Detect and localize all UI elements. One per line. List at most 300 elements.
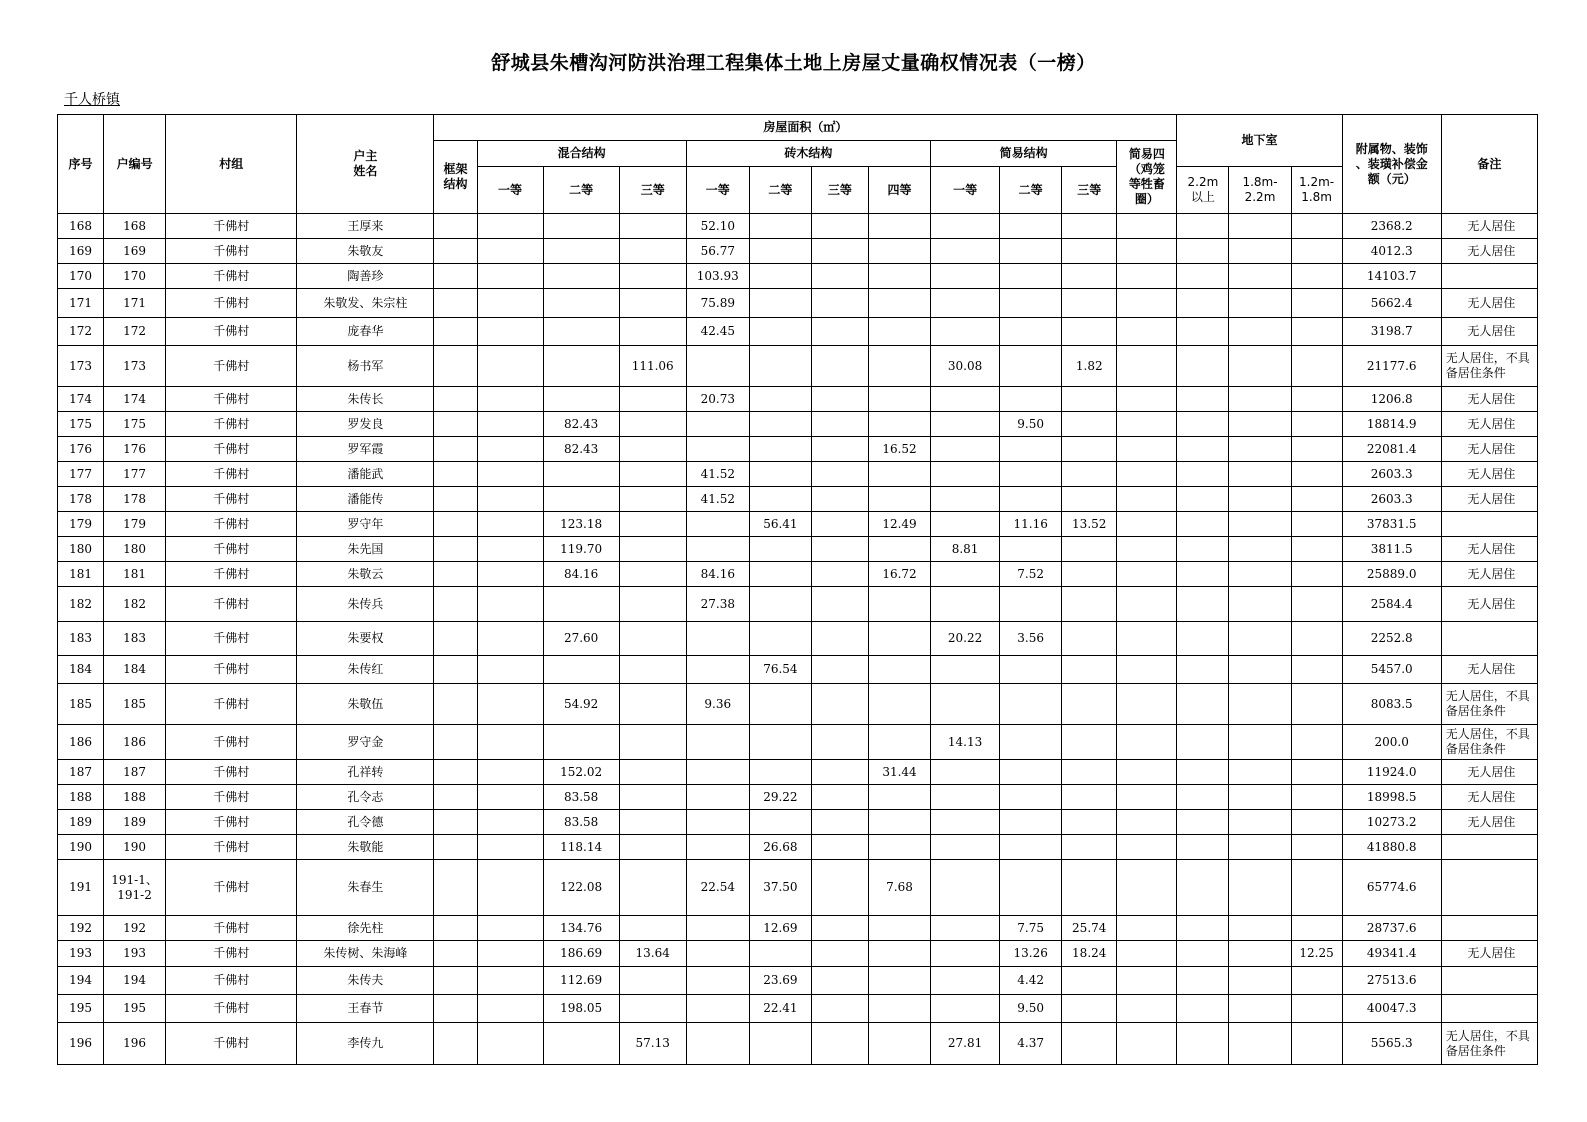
table-row	[58, 760, 1538, 785]
cell-frame	[434, 387, 477, 412]
cell-s2	[1000, 487, 1062, 512]
cell-u1	[1177, 318, 1229, 346]
header-brick-wood: 砖木结构	[686, 141, 930, 167]
cell-no: 191-1、 191-2	[104, 860, 166, 916]
cell-u2	[1229, 264, 1291, 289]
cell-owner: 朱敬友	[297, 239, 434, 264]
cell-remark	[1441, 512, 1537, 537]
cell-frame	[434, 967, 477, 995]
cell-m2: 83.58	[543, 810, 619, 835]
cell-s1	[931, 835, 1000, 860]
cell-b1: 42.45	[686, 318, 749, 346]
cell-u1	[1177, 860, 1229, 916]
cell-comp: 27513.6	[1342, 967, 1441, 995]
cell-m2: 134.76	[543, 916, 619, 941]
cell-s4	[1117, 412, 1177, 437]
cell-village: 千佛村	[166, 318, 297, 346]
cell-u2	[1229, 785, 1291, 810]
cell-b1	[686, 412, 749, 437]
cell-s1: 14.13	[931, 725, 1000, 760]
cell-b2	[749, 810, 811, 835]
cell-b4: 16.52	[868, 437, 930, 462]
cell-s4	[1117, 785, 1177, 810]
cell-u2	[1229, 1023, 1291, 1065]
cell-seq: 187	[58, 760, 104, 785]
cell-m1	[477, 587, 543, 622]
cell-b3	[811, 346, 868, 387]
cell-u1	[1177, 462, 1229, 487]
cell-b1: 75.89	[686, 289, 749, 318]
cell-owner: 朱敬能	[297, 835, 434, 860]
cell-m1	[477, 412, 543, 437]
cell-village: 千佛村	[166, 412, 297, 437]
cell-s3	[1062, 684, 1117, 725]
cell-s3	[1062, 239, 1117, 264]
cell-comp: 18814.9	[1342, 412, 1441, 437]
table-header	[58, 115, 1538, 214]
cell-u2	[1229, 462, 1291, 487]
cell-s3	[1062, 995, 1117, 1023]
cell-b3	[811, 622, 868, 656]
cell-u1	[1177, 835, 1229, 860]
cell-b4: 16.72	[868, 562, 930, 587]
cell-m3	[619, 656, 686, 684]
cell-s3	[1062, 437, 1117, 462]
cell-seq: 189	[58, 810, 104, 835]
cell-seq: 196	[58, 1023, 104, 1065]
cell-b1	[686, 995, 749, 1023]
cell-m1	[477, 512, 543, 537]
cell-owner: 朱敬伍	[297, 684, 434, 725]
table-row	[58, 318, 1538, 346]
cell-s3	[1062, 860, 1117, 916]
table-row	[58, 995, 1538, 1023]
table-row	[58, 462, 1538, 487]
cell-comp: 8083.5	[1342, 684, 1441, 725]
cell-owner: 朱传兵	[297, 587, 434, 622]
cell-owner: 朱传树、朱海峰	[297, 941, 434, 967]
table-row	[58, 487, 1538, 512]
cell-u1	[1177, 537, 1229, 562]
header-mixed-grade3: 三等	[619, 167, 686, 214]
cell-b3	[811, 487, 868, 512]
cell-u2	[1229, 995, 1291, 1023]
cell-village: 千佛村	[166, 387, 297, 412]
cell-no: 188	[104, 785, 166, 810]
cell-u3	[1291, 860, 1342, 916]
cell-s3: 18.24	[1062, 941, 1117, 967]
cell-no: 193	[104, 941, 166, 967]
cell-s2	[1000, 264, 1062, 289]
cell-comp: 200.0	[1342, 725, 1441, 760]
cell-m1	[477, 725, 543, 760]
cell-u1	[1177, 387, 1229, 412]
cell-s3	[1062, 562, 1117, 587]
cell-s3: 1.82	[1062, 346, 1117, 387]
table-row	[58, 587, 1538, 622]
cell-s2	[1000, 835, 1062, 860]
table-row	[58, 684, 1538, 725]
cell-m1	[477, 941, 543, 967]
cell-m3	[619, 622, 686, 656]
cell-b1	[686, 1023, 749, 1065]
cell-b4	[868, 318, 930, 346]
cell-s3	[1062, 289, 1117, 318]
cell-comp: 2584.4	[1342, 587, 1441, 622]
cell-b1: 84.16	[686, 562, 749, 587]
cell-u3	[1291, 487, 1342, 512]
cell-u3	[1291, 916, 1342, 941]
cell-s4	[1117, 622, 1177, 656]
cell-u3	[1291, 810, 1342, 835]
cell-remark: 无人居住，不具备居住条件	[1441, 684, 1537, 725]
cell-s1	[931, 289, 1000, 318]
cell-owner: 庞春华	[297, 318, 434, 346]
cell-s1	[931, 941, 1000, 967]
cell-m1	[477, 537, 543, 562]
cell-village: 千佛村	[166, 656, 297, 684]
cell-b3	[811, 264, 868, 289]
cell-village: 千佛村	[166, 537, 297, 562]
cell-s4	[1117, 537, 1177, 562]
cell-m3: 111.06	[619, 346, 686, 387]
cell-u2	[1229, 346, 1291, 387]
cell-b3	[811, 785, 868, 810]
cell-b1: 56.77	[686, 239, 749, 264]
cell-seq: 168	[58, 214, 104, 239]
cell-s2	[1000, 860, 1062, 916]
cell-village: 千佛村	[166, 214, 297, 239]
cell-u2	[1229, 412, 1291, 437]
cell-s3: 13.52	[1062, 512, 1117, 537]
cell-m3	[619, 835, 686, 860]
cell-b3	[811, 995, 868, 1023]
cell-remark: 无人居住，不具备居住条件	[1441, 1023, 1537, 1065]
cell-u3	[1291, 967, 1342, 995]
table-row	[58, 562, 1538, 587]
cell-b4	[868, 622, 930, 656]
cell-m1	[477, 437, 543, 462]
cell-b3	[811, 239, 868, 264]
cell-m2: 152.02	[543, 760, 619, 785]
cell-s2	[1000, 387, 1062, 412]
cell-frame	[434, 239, 477, 264]
cell-remark: 无人居住	[1441, 656, 1537, 684]
cell-m2: 83.58	[543, 785, 619, 810]
cell-m1	[477, 760, 543, 785]
cell-m3	[619, 860, 686, 916]
cell-b3	[811, 684, 868, 725]
cell-u3	[1291, 760, 1342, 785]
cell-no: 187	[104, 760, 166, 785]
cell-no: 183	[104, 622, 166, 656]
cell-m2	[543, 289, 619, 318]
cell-village: 千佛村	[166, 264, 297, 289]
cell-b1	[686, 656, 749, 684]
cell-s3	[1062, 587, 1117, 622]
cell-remark: 无人居住	[1441, 487, 1537, 512]
cell-owner: 潘能武	[297, 462, 434, 487]
cell-s1	[931, 967, 1000, 995]
cell-m2	[543, 725, 619, 760]
cell-s1	[931, 264, 1000, 289]
cell-u2	[1229, 289, 1291, 318]
cell-comp: 49341.4	[1342, 941, 1441, 967]
cell-comp: 37831.5	[1342, 512, 1441, 537]
cell-s1	[931, 684, 1000, 725]
cell-b1: 22.54	[686, 860, 749, 916]
cell-comp: 25889.0	[1342, 562, 1441, 587]
cell-frame	[434, 835, 477, 860]
cell-s4	[1117, 860, 1177, 916]
cell-b3	[811, 725, 868, 760]
cell-remark: 无人居住	[1441, 760, 1537, 785]
cell-b4	[868, 264, 930, 289]
cell-frame	[434, 264, 477, 289]
cell-b1	[686, 437, 749, 462]
table-row	[58, 537, 1538, 562]
cell-u1	[1177, 487, 1229, 512]
header-simple-grade3: 三等	[1062, 167, 1117, 214]
cell-comp: 21177.6	[1342, 346, 1441, 387]
cell-owner: 朱传夫	[297, 967, 434, 995]
cell-u1	[1177, 725, 1229, 760]
cell-u3	[1291, 562, 1342, 587]
cell-b2: 12.69	[749, 916, 811, 941]
cell-b3	[811, 214, 868, 239]
cell-u1	[1177, 512, 1229, 537]
cell-u1	[1177, 289, 1229, 318]
cell-b2	[749, 264, 811, 289]
cell-b2	[749, 487, 811, 512]
cell-s2	[1000, 725, 1062, 760]
cell-no: 190	[104, 835, 166, 860]
cell-m2: 119.70	[543, 537, 619, 562]
cell-s4	[1117, 1023, 1177, 1065]
cell-comp: 22081.4	[1342, 437, 1441, 462]
cell-b3	[811, 437, 868, 462]
cell-u1	[1177, 239, 1229, 264]
cell-b4	[868, 462, 930, 487]
table-row	[58, 810, 1538, 835]
cell-m3	[619, 785, 686, 810]
cell-frame	[434, 318, 477, 346]
cell-comp: 18998.5	[1342, 785, 1441, 810]
header-mixed: 混合结构	[477, 141, 686, 167]
cell-owner: 罗守金	[297, 725, 434, 760]
cell-seq: 191	[58, 860, 104, 916]
cell-b4	[868, 995, 930, 1023]
page-title: 舒城县朱槽沟河防洪治理工程集体土地上房屋丈量确权情况表（一榜）	[491, 52, 1096, 74]
cell-b1	[686, 810, 749, 835]
cell-b4	[868, 214, 930, 239]
cell-m3	[619, 239, 686, 264]
header-compensation: 附属物、装饰 、装璜补偿金 额（元）	[1342, 115, 1441, 214]
header-area-group: 房屋面积（㎡）	[434, 115, 1177, 141]
cell-s2	[1000, 318, 1062, 346]
table-row	[58, 346, 1538, 387]
cell-u3	[1291, 684, 1342, 725]
cell-b2	[749, 760, 811, 785]
cell-seq: 194	[58, 967, 104, 995]
cell-b1	[686, 537, 749, 562]
cell-b2: 22.41	[749, 995, 811, 1023]
cell-frame	[434, 562, 477, 587]
cell-s3	[1062, 785, 1117, 810]
cell-s4	[1117, 214, 1177, 239]
cell-b4: 7.68	[868, 860, 930, 916]
cell-s4	[1117, 289, 1177, 318]
cell-u1	[1177, 412, 1229, 437]
cell-m3	[619, 289, 686, 318]
cell-m2	[543, 264, 619, 289]
cell-b2	[749, 412, 811, 437]
cell-no: 174	[104, 387, 166, 412]
cell-owner: 朱要权	[297, 622, 434, 656]
cell-m2	[543, 318, 619, 346]
cell-s1	[931, 239, 1000, 264]
cell-u2	[1229, 512, 1291, 537]
cell-s2	[1000, 537, 1062, 562]
cell-m3	[619, 387, 686, 412]
cell-u2	[1229, 214, 1291, 239]
header-village: 村组	[166, 115, 297, 214]
cell-owner: 朱春生	[297, 860, 434, 916]
cell-comp: 4012.3	[1342, 239, 1441, 264]
cell-u3	[1291, 587, 1342, 622]
cell-b4	[868, 785, 930, 810]
cell-m1	[477, 656, 543, 684]
header-brick-grade4: 四等	[868, 167, 930, 214]
cell-b2: 23.69	[749, 967, 811, 995]
cell-u3	[1291, 239, 1342, 264]
cell-m1	[477, 622, 543, 656]
cell-no: 195	[104, 995, 166, 1023]
cell-no: 182	[104, 587, 166, 622]
cell-no: 171	[104, 289, 166, 318]
cell-u2	[1229, 860, 1291, 916]
cell-village: 千佛村	[166, 860, 297, 916]
cell-m3	[619, 437, 686, 462]
cell-b3	[811, 562, 868, 587]
cell-u2	[1229, 760, 1291, 785]
cell-b3	[811, 289, 868, 318]
cell-s2: 7.52	[1000, 562, 1062, 587]
cell-frame	[434, 214, 477, 239]
cell-m2: 122.08	[543, 860, 619, 916]
table-row	[58, 622, 1538, 656]
cell-s1	[931, 387, 1000, 412]
cell-u3	[1291, 318, 1342, 346]
cell-s2: 9.50	[1000, 995, 1062, 1023]
cell-b3	[811, 1023, 868, 1065]
cell-u1	[1177, 214, 1229, 239]
cell-b4	[868, 387, 930, 412]
cell-u1	[1177, 760, 1229, 785]
cell-m2: 186.69	[543, 941, 619, 967]
cell-b2	[749, 214, 811, 239]
header-simple-grade1: 一等	[931, 167, 1000, 214]
cell-no: 169	[104, 239, 166, 264]
cell-m3	[619, 412, 686, 437]
cell-b1	[686, 967, 749, 995]
cell-b3	[811, 941, 868, 967]
cell-s4	[1117, 810, 1177, 835]
cell-s4	[1117, 264, 1177, 289]
cell-b3	[811, 318, 868, 346]
cell-b4: 12.49	[868, 512, 930, 537]
cell-remark: 无人居住	[1441, 239, 1537, 264]
cell-remark: 无人居住	[1441, 562, 1537, 587]
cell-village: 千佛村	[166, 760, 297, 785]
cell-m2	[543, 387, 619, 412]
header-frame: 框架 结构	[434, 141, 477, 214]
cell-s1	[931, 587, 1000, 622]
cell-village: 千佛村	[166, 1023, 297, 1065]
cell-frame	[434, 346, 477, 387]
cell-b2	[749, 239, 811, 264]
cell-u3: 12.25	[1291, 941, 1342, 967]
cell-u2	[1229, 941, 1291, 967]
cell-village: 千佛村	[166, 684, 297, 725]
cell-seq: 183	[58, 622, 104, 656]
cell-s3	[1062, 387, 1117, 412]
cell-s2	[1000, 462, 1062, 487]
cell-owner: 朱敬发、朱宗柱	[297, 289, 434, 318]
cell-u3	[1291, 289, 1342, 318]
cell-u2	[1229, 239, 1291, 264]
cell-comp: 2252.8	[1342, 622, 1441, 656]
cell-comp: 2603.3	[1342, 462, 1441, 487]
cell-owner: 杨书军	[297, 346, 434, 387]
cell-m2	[543, 487, 619, 512]
cell-b3	[811, 835, 868, 860]
cell-b2: 29.22	[749, 785, 811, 810]
cell-m3	[619, 725, 686, 760]
cell-b2: 56.41	[749, 512, 811, 537]
cell-no: 180	[104, 537, 166, 562]
cell-s2	[1000, 810, 1062, 835]
cell-remark	[1441, 860, 1537, 916]
cell-m2	[543, 656, 619, 684]
cell-comp: 2368.2	[1342, 214, 1441, 239]
cell-remark: 无人居住，不具备居住条件	[1441, 346, 1537, 387]
cell-b1	[686, 346, 749, 387]
cell-b2	[749, 318, 811, 346]
cell-s2: 3.56	[1000, 622, 1062, 656]
cell-u3	[1291, 1023, 1342, 1065]
cell-b3	[811, 412, 868, 437]
cell-b4	[868, 487, 930, 512]
cell-village: 千佛村	[166, 810, 297, 835]
cell-b4	[868, 941, 930, 967]
cell-owner: 罗发良	[297, 412, 434, 437]
cell-frame	[434, 487, 477, 512]
cell-b4	[868, 725, 930, 760]
cell-remark: 无人居住	[1441, 941, 1537, 967]
cell-s4	[1117, 760, 1177, 785]
cell-seq: 175	[58, 412, 104, 437]
cell-comp: 10273.2	[1342, 810, 1441, 835]
cell-remark	[1441, 835, 1537, 860]
cell-m2: 27.60	[543, 622, 619, 656]
cell-frame	[434, 916, 477, 941]
cell-u2	[1229, 587, 1291, 622]
cell-no: 168	[104, 214, 166, 239]
cell-b4	[868, 656, 930, 684]
cell-m3	[619, 810, 686, 835]
table-row	[58, 941, 1538, 967]
